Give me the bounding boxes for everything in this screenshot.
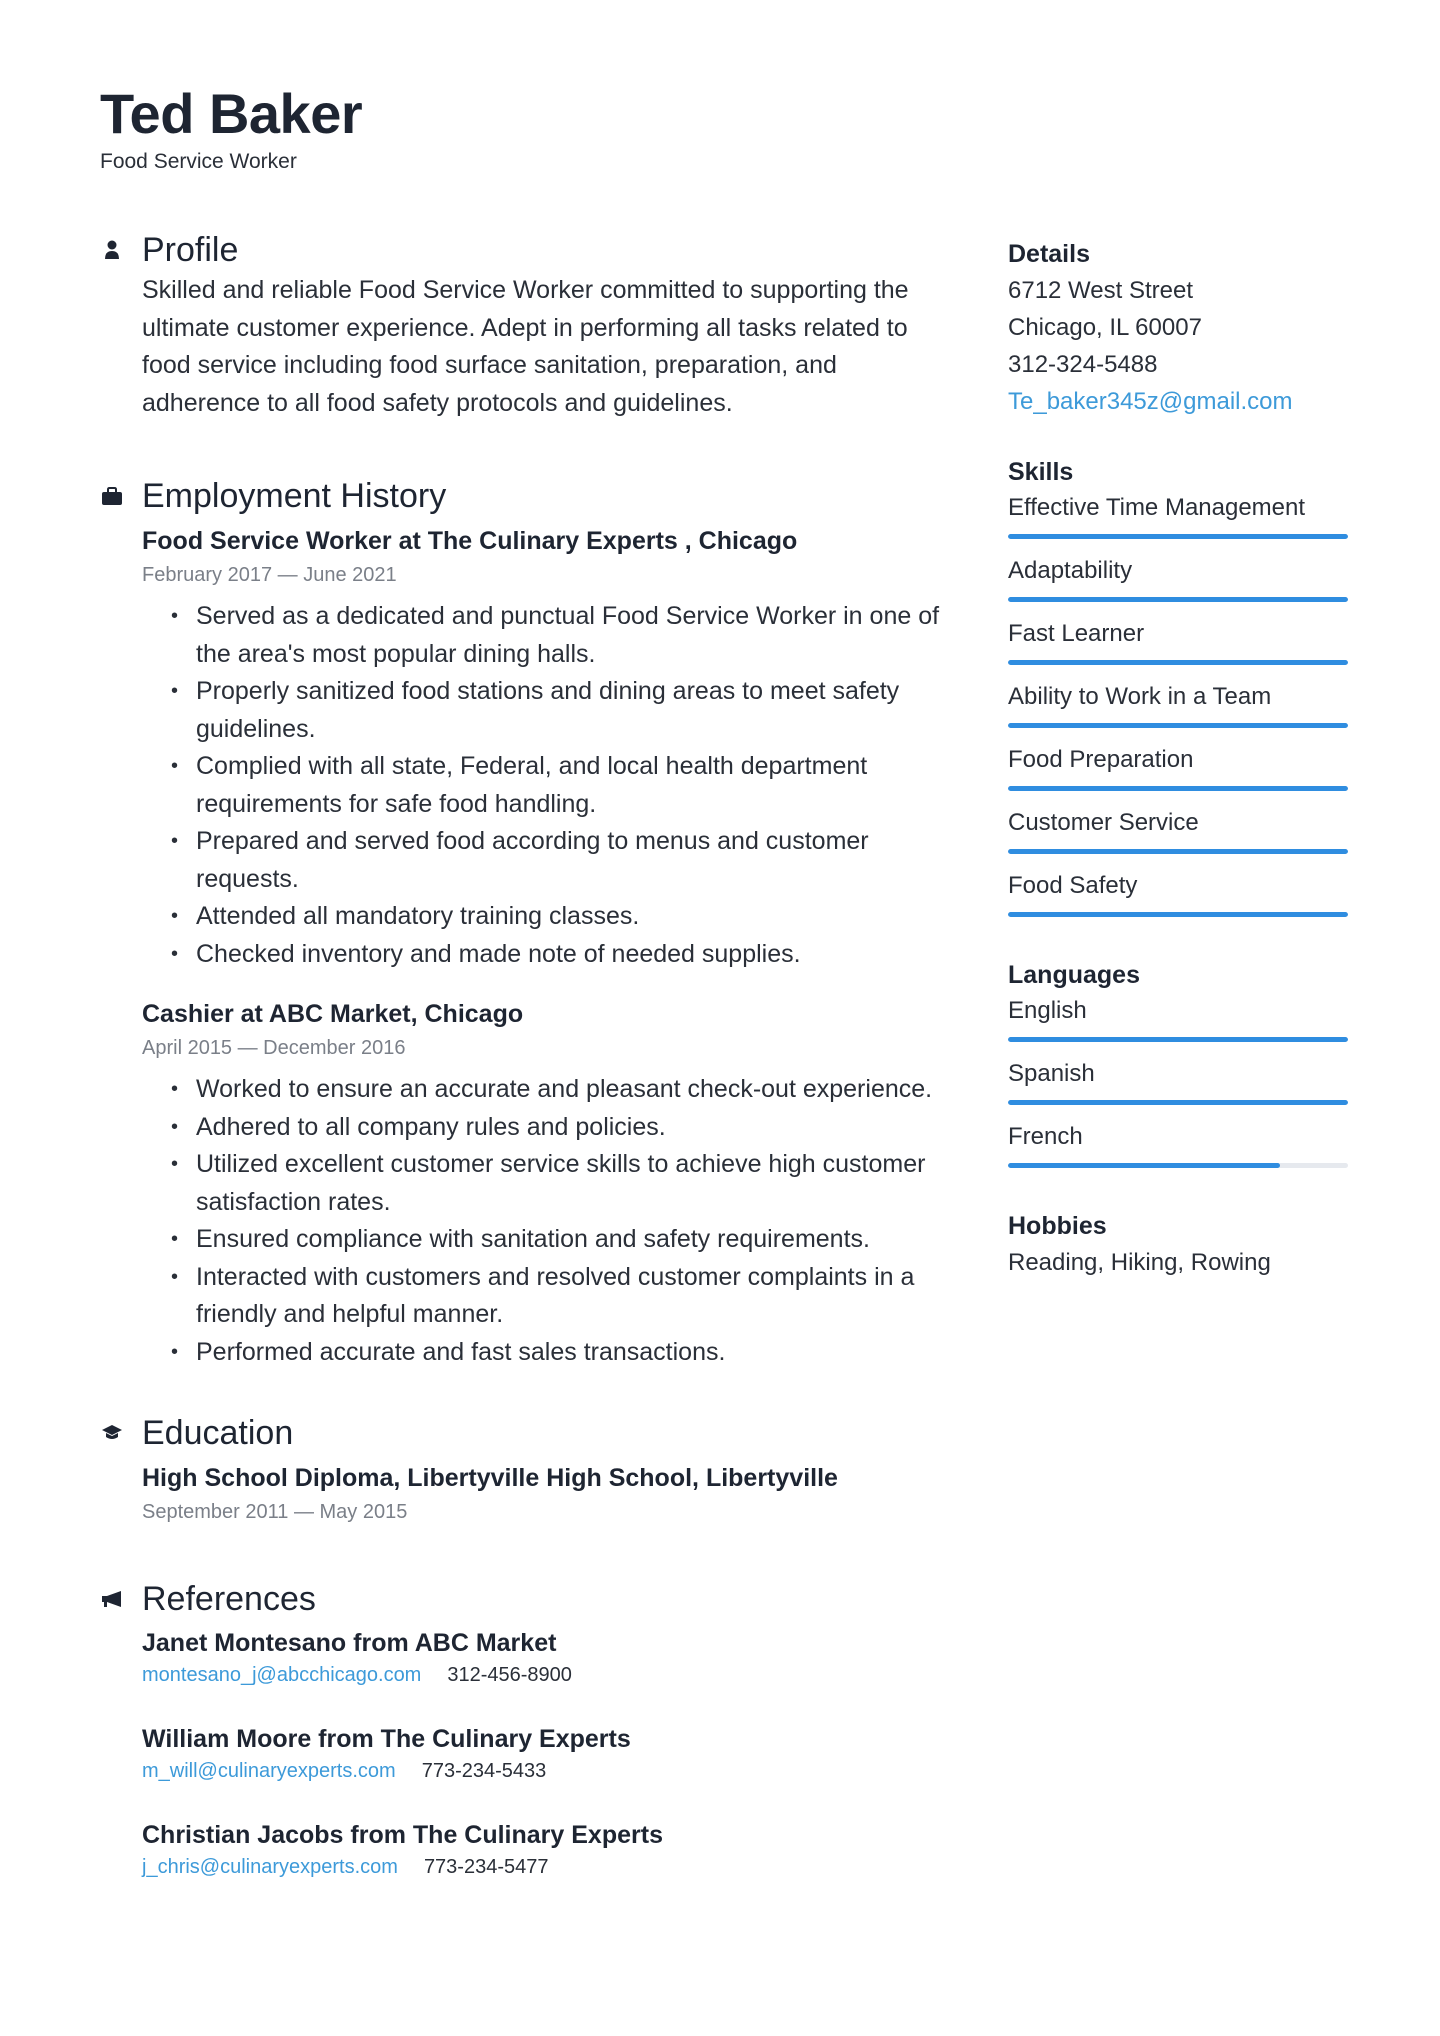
job-bullet: • Attended all mandatory training classes. [196, 898, 960, 936]
employment-section [100, 474, 960, 1371]
skill-label: Adaptability [1008, 557, 1133, 584]
reference-email-link[interactable]: j_chris@culinaryexperts.com [142, 1856, 398, 1878]
reference-entry [142, 1625, 960, 1689]
skill-item [1008, 553, 1348, 602]
language-level-fill [1008, 1100, 1348, 1105]
language-level-bar [1008, 1100, 1348, 1105]
sidebar-column [1008, 236, 1348, 1315]
education-degree: High School Diploma, Libertyville High School, Libertyville [142, 1464, 838, 1492]
employment-title: Employment History [142, 477, 447, 515]
details-section [1008, 236, 1348, 420]
job-dates: April 2015 — December 2016 [142, 1037, 406, 1059]
skill-item [1008, 679, 1348, 728]
references-section [100, 1577, 960, 1881]
hobbies-list: Reading, Hiking, Rowing [1008, 1249, 1271, 1276]
job-entry [142, 997, 960, 1371]
reference-phone: 773-234-5477 [423, 1856, 549, 1878]
details-title: Details [1008, 240, 1090, 268]
languages-section [1008, 957, 1348, 1168]
reference-email-link[interactable]: m_will@culinaryexperts.com [142, 1760, 396, 1782]
email-link[interactable]: Te_baker345z@gmail.com [1008, 388, 1293, 415]
job-bullet: • Adhered to all company rules and policies. [196, 1109, 960, 1147]
candidate-name: Ted Baker [100, 82, 363, 145]
job-bullet: • Properly sanitized food stations and dining areas to meet safety guidelines. [196, 673, 960, 748]
job-bullets [196, 598, 960, 973]
skill-level-fill [1008, 660, 1348, 665]
main-column [100, 228, 960, 1921]
job-bullets [196, 1071, 960, 1371]
job-bullet: • Utilized excellent customer service skills to achieve high customer satisfaction rates. [196, 1146, 960, 1221]
job-bullet: • Checked inventory and made note of needed supplies. [196, 936, 960, 974]
reference-phone: 312-456-8900 [447, 1664, 572, 1686]
profile-title: Profile [142, 231, 239, 269]
skill-item [1008, 742, 1348, 791]
reference-entry [142, 1721, 960, 1785]
candidate-title: Food Service Worker [100, 150, 297, 173]
language-item [1008, 993, 1348, 1042]
language-level-bar [1008, 1037, 1348, 1042]
skill-label: Food Safety [1008, 872, 1138, 899]
references-heading [100, 1577, 960, 1621]
languages-title: Languages [1008, 961, 1140, 989]
job-bullet: • Prepared and served food according to menus and customer requests. [196, 823, 960, 898]
skill-level-bar [1008, 534, 1348, 539]
job-bullet: • Worked to ensure an accurate and pleasant check-out experience. [196, 1071, 960, 1109]
job-bullet: • Served as a dedicated and punctual Food Service Worker in one of the area's most popular dining halls. [196, 598, 960, 673]
job-bullet: • Performed accurate and fast sales transactions. [196, 1334, 960, 1372]
job-bullet: • Interacted with customers and resolved customer complaints in a friendly and helpful manner. [196, 1259, 960, 1334]
profile-section [100, 228, 960, 422]
resume-header [100, 82, 362, 174]
education-dates: September 2011 — May 2015 [142, 1501, 408, 1523]
skill-label: Fast Learner [1008, 620, 1145, 647]
hobbies-title: Hobbies [1008, 1212, 1107, 1240]
skill-level-bar [1008, 912, 1348, 917]
language-label: English [1008, 997, 1087, 1024]
skill-level-bar [1008, 597, 1348, 602]
skill-label: Ability to Work in a Team [1008, 683, 1272, 710]
skills-section [1008, 454, 1348, 917]
job-entry [142, 524, 960, 973]
skill-level-bar [1008, 786, 1348, 791]
language-level-fill [1008, 1163, 1280, 1168]
job-bullet: • Ensured compliance with sanitation and safety requirements. [196, 1221, 960, 1259]
skill-label: Food Preparation [1008, 746, 1194, 773]
skill-item [1008, 868, 1348, 917]
skill-level-fill [1008, 849, 1348, 854]
language-item [1008, 1056, 1348, 1105]
language-level-bar [1008, 1163, 1348, 1168]
address-line-2: Chicago, IL 60007 [1008, 314, 1202, 341]
skill-level-fill [1008, 723, 1348, 728]
job-title: Cashier at ABC Market, Chicago [142, 1000, 524, 1028]
skill-label: Customer Service [1008, 809, 1199, 836]
phone-number: 312-324-5488 [1008, 351, 1158, 378]
job-dates: February 2017 — June 2021 [142, 564, 397, 586]
education-heading [100, 1411, 960, 1455]
skill-item [1008, 616, 1348, 665]
profile-heading [100, 228, 960, 272]
reference-phone: 773-234-5433 [421, 1760, 547, 1782]
language-item [1008, 1119, 1348, 1168]
skill-level-fill [1008, 912, 1348, 917]
skill-level-fill [1008, 597, 1348, 602]
reference-email-link[interactable]: montesano_j@abcchicago.com [142, 1664, 422, 1686]
skill-level-bar [1008, 660, 1348, 665]
language-label: French [1008, 1123, 1083, 1150]
briefcase-icon [100, 484, 124, 508]
employment-heading [100, 474, 960, 518]
skill-item [1008, 490, 1348, 539]
megaphone-icon [100, 1587, 124, 1611]
skill-level-fill [1008, 534, 1348, 539]
language-level-fill [1008, 1037, 1348, 1042]
skill-label: Effective Time Management [1008, 494, 1306, 521]
reference-name: Christian Jacobs from The Culinary Experts [142, 1821, 663, 1849]
reference-name: William Moore from The Culinary Experts [142, 1725, 631, 1753]
address-line-1: 6712 West Street [1008, 277, 1193, 304]
graduation-cap-icon [100, 1421, 124, 1445]
skill-level-bar [1008, 849, 1348, 854]
job-bullet: • Complied with all state, Federal, and local health department requirements for safe food handling. [196, 748, 960, 823]
person-icon [100, 238, 124, 262]
skill-level-bar [1008, 723, 1348, 728]
reference-name: Janet Montesano from ABC Market [142, 1629, 557, 1657]
hobbies-section [1008, 1208, 1348, 1281]
reference-entry [142, 1817, 960, 1881]
language-label: Spanish [1008, 1060, 1095, 1087]
profile-summary: Skilled and reliable Food Service Worker committed to supporting the ultimate customer experience. Adept in performing all tasks related to food service including food surface sanitation, preparation, and adherence to all food safety protocols and guidelines. [142, 276, 909, 417]
education-title: Education [142, 1414, 294, 1452]
references-title: References [142, 1580, 316, 1618]
job-title: Food Service Worker at The Culinary Experts , Chicago [142, 527, 798, 555]
skill-item [1008, 805, 1348, 854]
education-section [100, 1411, 960, 1529]
skills-title: Skills [1008, 458, 1074, 486]
skill-level-fill [1008, 786, 1348, 791]
